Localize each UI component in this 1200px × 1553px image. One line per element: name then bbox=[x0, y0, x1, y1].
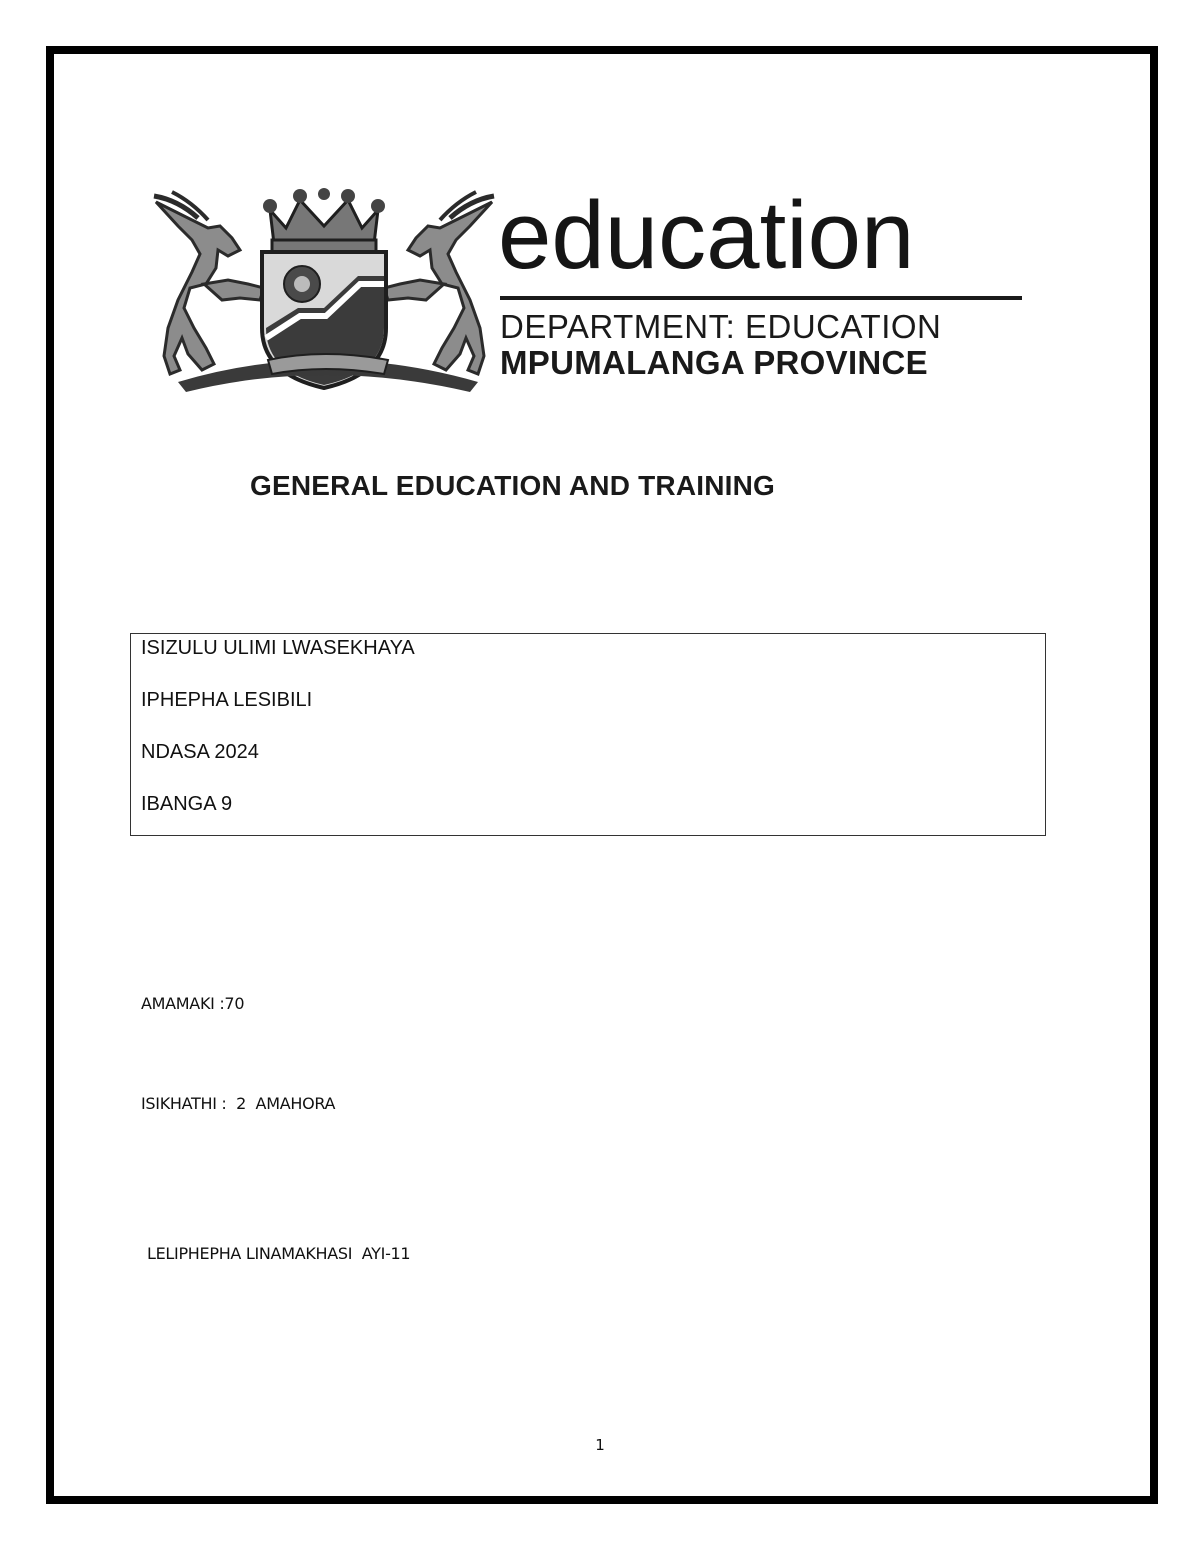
page-count-info: LELIPHEPHA LINAMAKHASI AYI-11 bbox=[147, 1244, 411, 1263]
page-number: 1 bbox=[595, 1436, 605, 1454]
page-title: GENERAL EDUCATION AND TRAINING bbox=[250, 470, 776, 501]
department-logo bbox=[148, 182, 1028, 398]
department-name: DEPARTMENT: EDUCATION bbox=[500, 308, 942, 345]
subject-info-box bbox=[130, 633, 1046, 836]
coat-of-arms-icon bbox=[148, 188, 500, 398]
paper-line: IPHEPHA LESIBILI bbox=[141, 689, 313, 711]
brand-word-education: education bbox=[498, 182, 915, 289]
marks-info: AMAMAKI :70 bbox=[141, 994, 245, 1013]
subject-line: ISIZULU ULIMI LWASEKHAYA bbox=[141, 637, 415, 659]
province-name: MPUMALANGA PROVINCE bbox=[500, 344, 928, 381]
time-info: ISIKHATHI : 2 AMAHORA bbox=[141, 1094, 336, 1113]
brand-divider bbox=[500, 296, 1022, 300]
grade-line: IBANGA 9 bbox=[141, 793, 233, 815]
exam-session-line: NDASA 2024 bbox=[141, 741, 259, 763]
